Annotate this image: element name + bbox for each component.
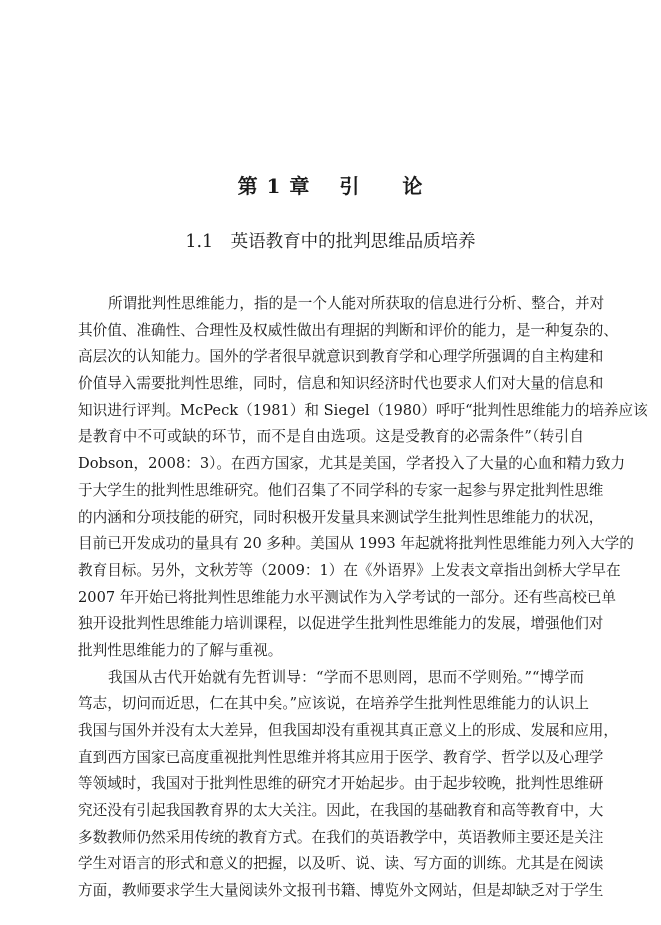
paragraph-line: 究还没有引起我国教育界的太大关注。因此，在我国的基础教育和高等教育中，大 xyxy=(78,802,604,820)
paragraph-line: 学生对语言的形式和意义的把握，以及听、说、读、写方面的训练。尤其是在阅读 xyxy=(78,855,604,873)
paragraph-line: 独开设批判性思维能力培训课程，以促进学生批判性思维能力的发展，增强他们对 xyxy=(78,615,604,633)
paragraph-line: 等领域时，我国对于批判性思维的研究才开始起步。由于起步较晚，批判性思维研 xyxy=(78,775,604,793)
paragraph-line: 我国从古代开始就有先哲训导：“学而不思则罔，思而不学则殆。”“博学而 xyxy=(108,668,584,686)
paragraph-line: 高层次的认知能力。国外的学者很早就意识到教育学和心理学所强调的自主构建和 xyxy=(78,348,604,366)
section-title: 1.1 英语教育中的批判思维品质培养 xyxy=(185,232,476,252)
paragraph-line: 知识进行评判。McPeck（1981）和 Siegel（1980）呼吁“批判性思维能力的培养应该 xyxy=(78,401,648,419)
paragraph-line: 笃志，切问而近思，仁在其中矣。”应该说，在培养学生批判性思维能力的认识上 xyxy=(78,695,589,713)
paragraph-line: 我国与国外并没有太大差异，但我国却没有重视其真正意义上的形成、发展和应用， xyxy=(78,722,618,739)
paragraph-line: 直到西方国家已高度重视批判性思维并将其应用于医学、教育学、哲学以及心理学 xyxy=(78,748,604,766)
paragraph-line: 多数教师仍然采用传统的教育方式。在我们的英语教学中，英语教师主要还是关注 xyxy=(78,828,604,846)
paragraph-line: 方面，教师要求学生大量阅读外文报刊书籍、博览外文网站，但是却缺乏对于学生 xyxy=(78,882,604,900)
paragraph-line: 价值导入需要批判性思维，同时，信息和知识经济时代也要求人们对大量的信息和 xyxy=(78,375,604,393)
body-text xyxy=(78,291,648,905)
paragraph-line: 教育目标。另外，文秋芳等（2009：1）在《外语界》上发表文章指出剑桥大学早在 xyxy=(78,561,621,579)
paragraph-line: 批判性思维能力的了解与重视。 xyxy=(78,641,283,659)
paragraph-line: 目前已开发成功的量具有 20 多种。美国从 1993 年起就将批判性思维能力列入大学的 xyxy=(78,535,634,553)
paragraph-line: 的内涵和分项技能的研究，同时积极开发量具来测试学生批判性思维能力的状况， xyxy=(78,508,604,526)
paragraph-line: 2007 年开始已将批判性思维能力水平测试作为入学考试的一部分。还有些高校已单 xyxy=(78,588,616,606)
paragraph-line: 于大学生的批判性思维研究。他们召集了不同学科的专家一起参与界定批判性思维 xyxy=(78,481,604,499)
paragraph-line: 是教育中不可或缺的环节，而不是自由选项。这是受教育的必需条件”（转引自 xyxy=(78,428,584,446)
paragraph-line: 其价值、准确性、合理性及权威性做出有理据的判断和评价的能力，是一种复杂的、 xyxy=(78,321,618,339)
paragraph-line: 所谓批判性思维能力，指的是一个人能对所获取的信息进行分析、整合，并对 xyxy=(108,295,605,312)
chapter-title: 第 1 章 引 论 xyxy=(237,174,424,198)
paragraph-line: Dobson，2008：3）。在西方国家，尤其是美国，学者投入了大量的心血和精力致力 xyxy=(78,455,626,473)
